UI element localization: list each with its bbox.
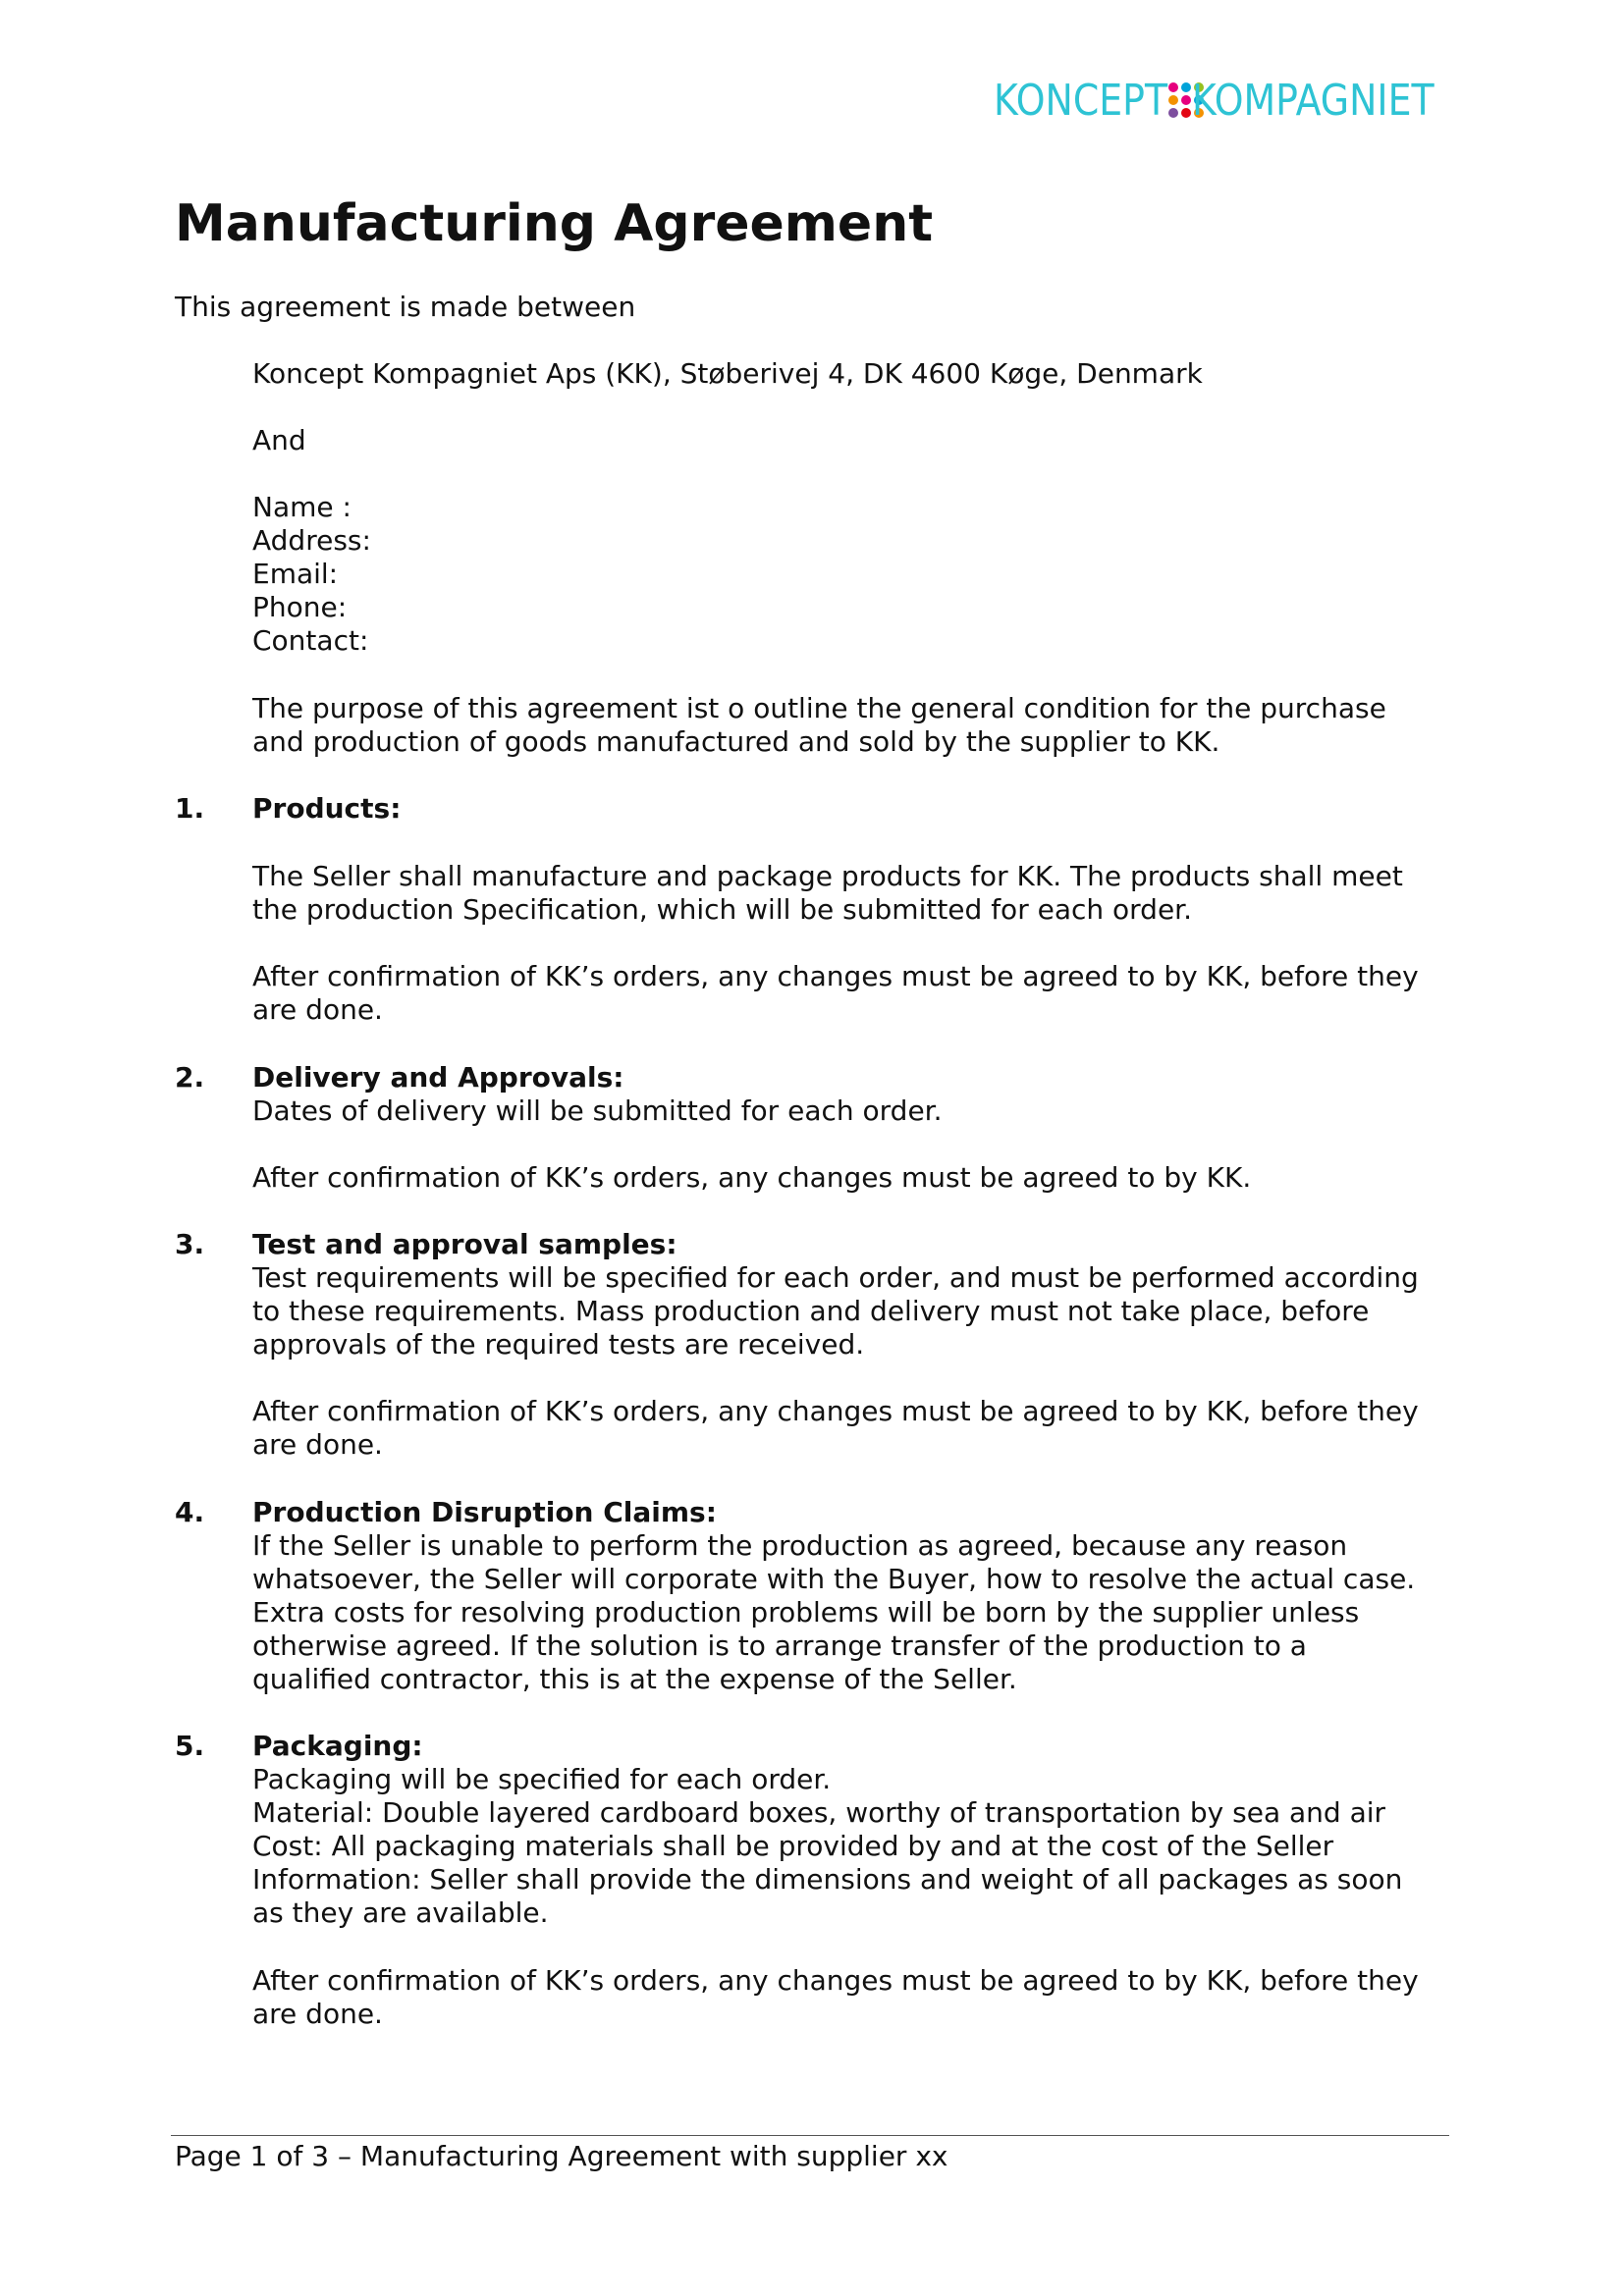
section-text-line: After confirmation of KK’s orders, any changes must be agreed to by KK, before they bbox=[252, 960, 1419, 992]
section-heading-products: Products: bbox=[252, 792, 402, 825]
section-text-line: After confirmation of KK’s orders, any changes must be agreed to by KK. bbox=[252, 1161, 1252, 1194]
section-heading-test-samples: Test and approval samples: bbox=[252, 1228, 677, 1260]
field-email-label: Email: bbox=[252, 558, 339, 590]
section-text-line: are done. bbox=[252, 1998, 383, 2030]
field-name-label: Name : bbox=[252, 491, 352, 523]
section-text-line: Information: Seller shall provide the dimensions and weight of all packages as soon bbox=[252, 1863, 1403, 1896]
intro-text: This agreement is made between bbox=[175, 291, 636, 323]
logo-word-koncept: KONCEPT bbox=[994, 75, 1168, 126]
purpose-line: and production of goods manufactured and sold by the supplier to KK. bbox=[252, 725, 1220, 758]
section-text-line: as they are available. bbox=[252, 1896, 549, 1929]
section-text-line: Extra costs for resolving production problems will be born by the supplier unless bbox=[252, 1596, 1360, 1629]
section-text-line: are done. bbox=[252, 1428, 383, 1461]
logo-dot bbox=[1168, 108, 1178, 118]
section-heading-packaging: Packaging: bbox=[252, 1730, 423, 1762]
section-number: 1. bbox=[175, 792, 205, 825]
section-text-line: are done. bbox=[252, 993, 383, 1026]
section-text-line: whatsoever, the Seller will corporate with the Buyer, how to resolve the actual case. bbox=[252, 1563, 1416, 1595]
section-text-line: The Seller shall manufacture and package products for KK. The products shall meet bbox=[252, 860, 1403, 892]
field-phone-label: Phone: bbox=[252, 591, 348, 623]
field-contact-label: Contact: bbox=[252, 624, 369, 657]
logo-dot bbox=[1181, 82, 1191, 92]
section-number: 5. bbox=[175, 1730, 205, 1762]
section-text-line: approvals of the required tests are received. bbox=[252, 1328, 865, 1361]
section-text-line: Test requirements will be specified for each order, and must be performed according bbox=[252, 1261, 1419, 1294]
purpose-line: The purpose of this agreement ist o outline the general condition for the purchase bbox=[252, 692, 1386, 724]
section-text-line: Packaging will be specified for each order. bbox=[252, 1763, 832, 1795]
section-text-line: otherwise agreed. If the solution is to arrange transfer of the production to a bbox=[252, 1629, 1307, 1662]
section-number: 4. bbox=[175, 1496, 205, 1528]
logo-dot bbox=[1168, 82, 1178, 92]
section-number: 3. bbox=[175, 1228, 205, 1260]
section-text-line: After confirmation of KK’s orders, any changes must be agreed to by KK, before they bbox=[252, 1395, 1419, 1427]
logo-dot bbox=[1181, 95, 1191, 105]
section-heading-disruption-claims: Production Disruption Claims: bbox=[252, 1496, 717, 1528]
section-number: 2. bbox=[175, 1061, 205, 1094]
section-text-line: Cost: All packaging materials shall be provided by and at the cost of the Seller bbox=[252, 1830, 1334, 1862]
footer-divider bbox=[171, 2135, 1449, 2136]
section-text-line: Material: Double layered cardboard boxes, worthy of transportation by sea and air bbox=[252, 1796, 1386, 1829]
section-text-line: to these requirements. Mass production and delivery must not take place, before bbox=[252, 1295, 1370, 1327]
and-text: And bbox=[252, 424, 306, 456]
page-footer: Page 1 of 3 – Manufacturing Agreement with supplier xx bbox=[175, 2140, 948, 2172]
page-title: Manufacturing Agreement bbox=[175, 194, 934, 253]
section-text-line: Dates of delivery will be submitted for each order. bbox=[252, 1095, 943, 1127]
field-address-label: Address: bbox=[252, 524, 371, 557]
section-text-line: qualified contractor, this is at the expense of the Seller. bbox=[252, 1663, 1017, 1695]
section-text-line: If the Seller is unable to perform the production as agreed, because any reason bbox=[252, 1529, 1348, 1562]
section-text-line: After confirmation of KK’s orders, any changes must be agreed to by KK, before they bbox=[252, 1964, 1419, 1997]
party-koncept-kompagniet: Koncept Kompagniet Aps (KK), Støberivej 4, DK 4600 Køge, Denmark bbox=[252, 357, 1203, 390]
logo-dot bbox=[1168, 95, 1178, 105]
logo-dot bbox=[1181, 108, 1191, 118]
logo-word-kompagniet: KOMPAGNIET bbox=[1191, 75, 1435, 126]
section-text-line: the production Specification, which will be submitted for each order. bbox=[252, 893, 1193, 926]
section-heading-delivery: Delivery and Approvals: bbox=[252, 1061, 624, 1094]
company-logo bbox=[994, 71, 1474, 130]
